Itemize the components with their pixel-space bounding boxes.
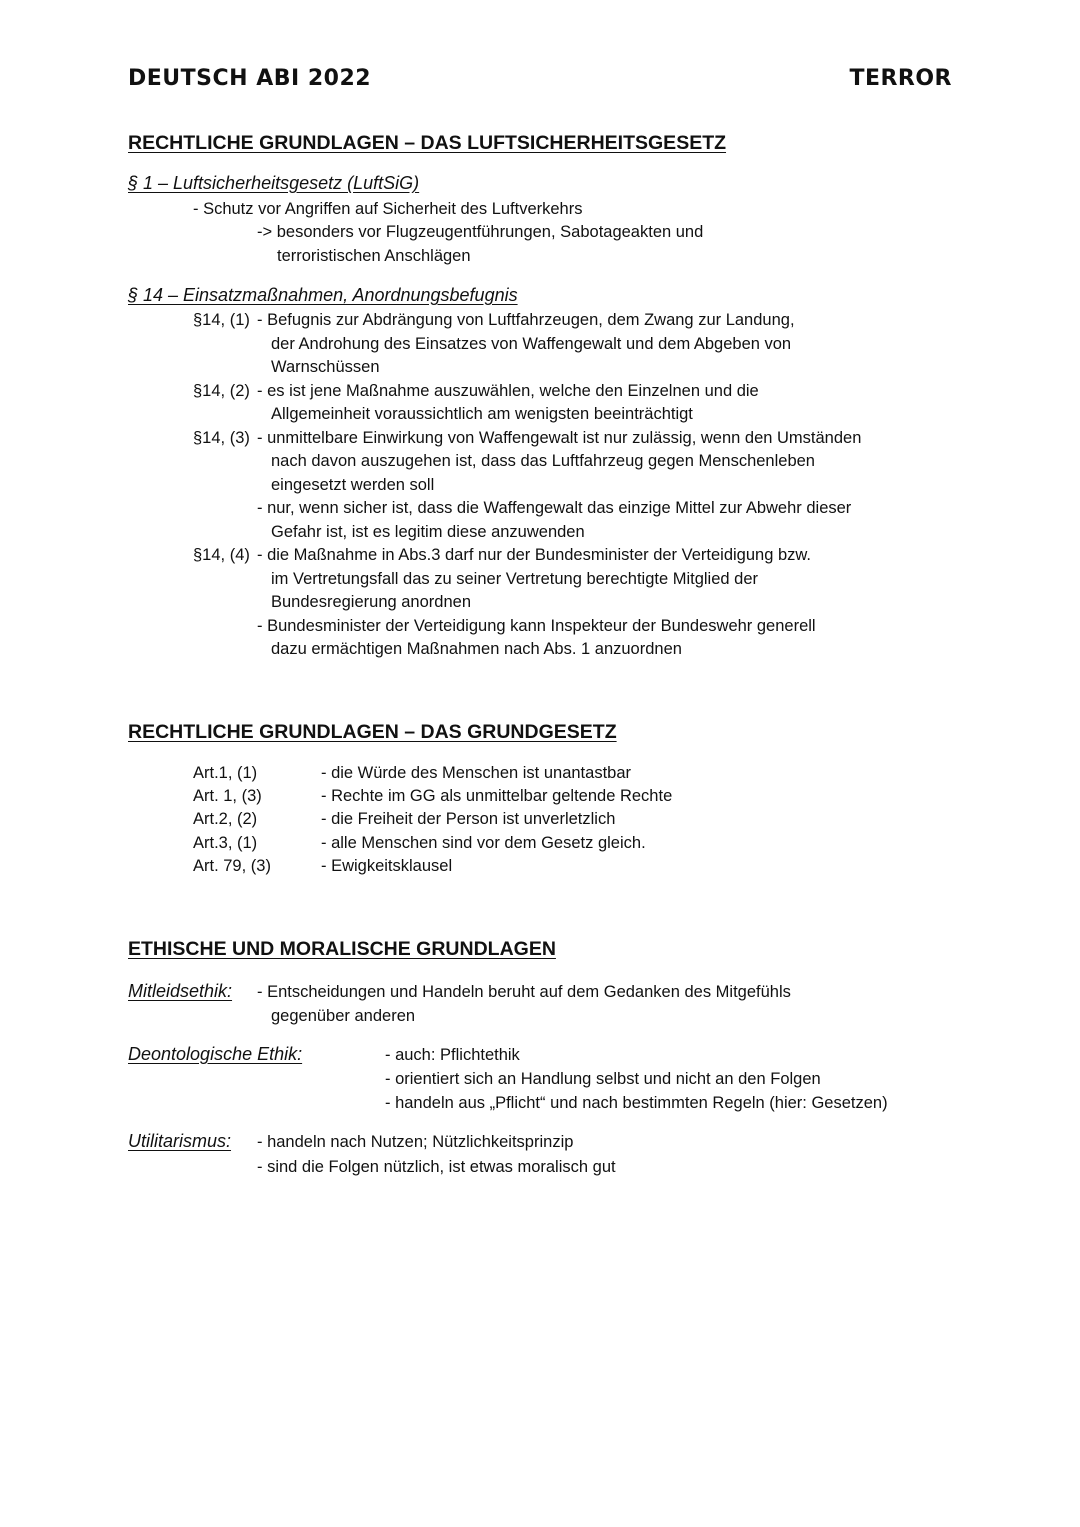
section-title-grundgesetz: RECHTLICHE GRUNDLAGEN – DAS GRUNDGESETZ [128,721,617,743]
page-header-left: DEUTSCH ABI 2022 [128,66,372,91]
mitleidsethik-line: gegenüber anderen [271,1007,416,1025]
paragraph-14-1-line: - Befugnis zur Abdrängung von Luftfahrzeugen, dem Zwang zur Landung, [257,311,795,329]
paragraph-14-4-line: dazu ermächtigen Maßnahmen nach Abs. 1 anzuordnen [271,640,682,658]
article-label: Art.3, (1) [193,834,258,852]
article-text: - Ewigkeitsklausel [321,857,453,875]
section-title-luftsicherheitsgesetz: RECHTLICHE GRUNDLAGEN – DAS LUFTSICHERHEITSGESETZ [128,132,727,154]
paragraph-1-arrow-line-2: terroristischen Anschlägen [277,247,471,265]
paragraph-14-3-label: §14, (3) [193,429,250,447]
paragraph-14-heading: § 14 – Einsatzmaßnahmen, Anordnungsbefugnis [128,285,518,305]
article-label: Art.2, (2) [193,810,258,828]
deontologische-ethik-line: - handeln aus „Pflicht“ und nach bestimmten Regeln (hier: Gesetzen) [385,1094,888,1112]
article-text: - alle Menschen sind vor dem Gesetz gleich. [321,834,646,852]
deontologische-ethik-line: - orientiert sich an Handlung selbst und nicht an den Folgen [385,1070,821,1088]
paragraph-14-3-line: eingesetzt werden soll [271,476,435,494]
paragraph-14-2-label: §14, (2) [193,382,250,400]
paragraph-14-4-line: Bundesregierung anordnen [271,593,471,611]
paragraph-14-4-label: §14, (4) [193,546,250,564]
paragraph-1-bullet: - Schutz vor Angriffen auf Sicherheit des Luftverkehrs [193,200,583,218]
paragraph-1-arrow-line-1: -> besonders vor Flugzeugentführungen, Sabotageakten und [257,223,704,241]
paragraph-14-2-line: - es ist jene Maßnahme auszuwählen, welche den Einzelnen und die [257,382,759,400]
section-title-ethik: ETHISCHE UND MORALISCHE GRUNDLAGEN [128,938,556,960]
mitleidsethik-term: Mitleidsethik: [128,981,233,1001]
mitleidsethik-line: - Entscheidungen und Handeln beruht auf dem Gedanken des Mitgefühls [257,983,791,1001]
article-label: Art. 79, (3) [193,857,271,875]
paragraph-14-3-line: nach davon auszugehen ist, dass das Luftfahrzeug gegen Menschenleben [271,452,815,470]
page-header-right: TERROR [849,66,952,91]
paragraph-14-1-line: der Androhung des Einsatzes von Waffengewalt und dem Abgeben von [271,335,792,353]
paragraph-14-2-line: Allgemeinheit voraussichtlich am wenigsten beeinträchtigt [271,405,693,423]
deontologische-ethik-term: Deontologische Ethik: [128,1044,303,1064]
article-label: Art.1, (1) [193,764,258,782]
paragraph-14-4-line: - Bundesminister der Verteidigung kann Inspekteur der Bundeswehr generell [257,617,816,635]
paragraph-14-1-line: Warnschüssen [271,358,380,376]
utilitarismus-line: - handeln nach Nutzen; Nützlichkeitsprinzip [257,1133,574,1151]
utilitarismus-line: - sind die Folgen nützlich, ist etwas moralisch gut [257,1158,616,1176]
paragraph-14-1-label: §14, (1) [193,311,250,329]
paragraph-14-4-line: - die Maßnahme in Abs.3 darf nur der Bundesminister der Verteidigung bzw. [257,546,811,564]
deontologische-ethik-line: - auch: Pflichtethik [385,1046,520,1064]
utilitarismus-term: Utilitarismus: [128,1131,232,1151]
article-text: - die Freiheit der Person ist unverletzlich [321,810,616,828]
paragraph-14-4-line: im Vertretungsfall das zu seiner Vertretung berechtigte Mitglied der [271,570,759,588]
article-text: - die Würde des Menschen ist unantastbar [321,764,631,782]
paragraph-1-heading: § 1 – Luftsicherheitsgesetz (LuftSiG) [128,173,420,193]
paragraph-14-3-line: - unmittelbare Einwirkung von Waffengewalt ist nur zulässig, wenn den Umständen [257,429,862,447]
article-text: - Rechte im GG als unmittelbar geltende Rechte [321,787,673,805]
article-label: Art. 1, (3) [193,787,262,805]
paragraph-14-3-line: - nur, wenn sicher ist, dass die Waffengewalt das einzige Mittel zur Abwehr dieser [257,499,852,517]
paragraph-14-3-line: Gefahr ist, ist es legitim diese anzuwenden [271,523,585,541]
